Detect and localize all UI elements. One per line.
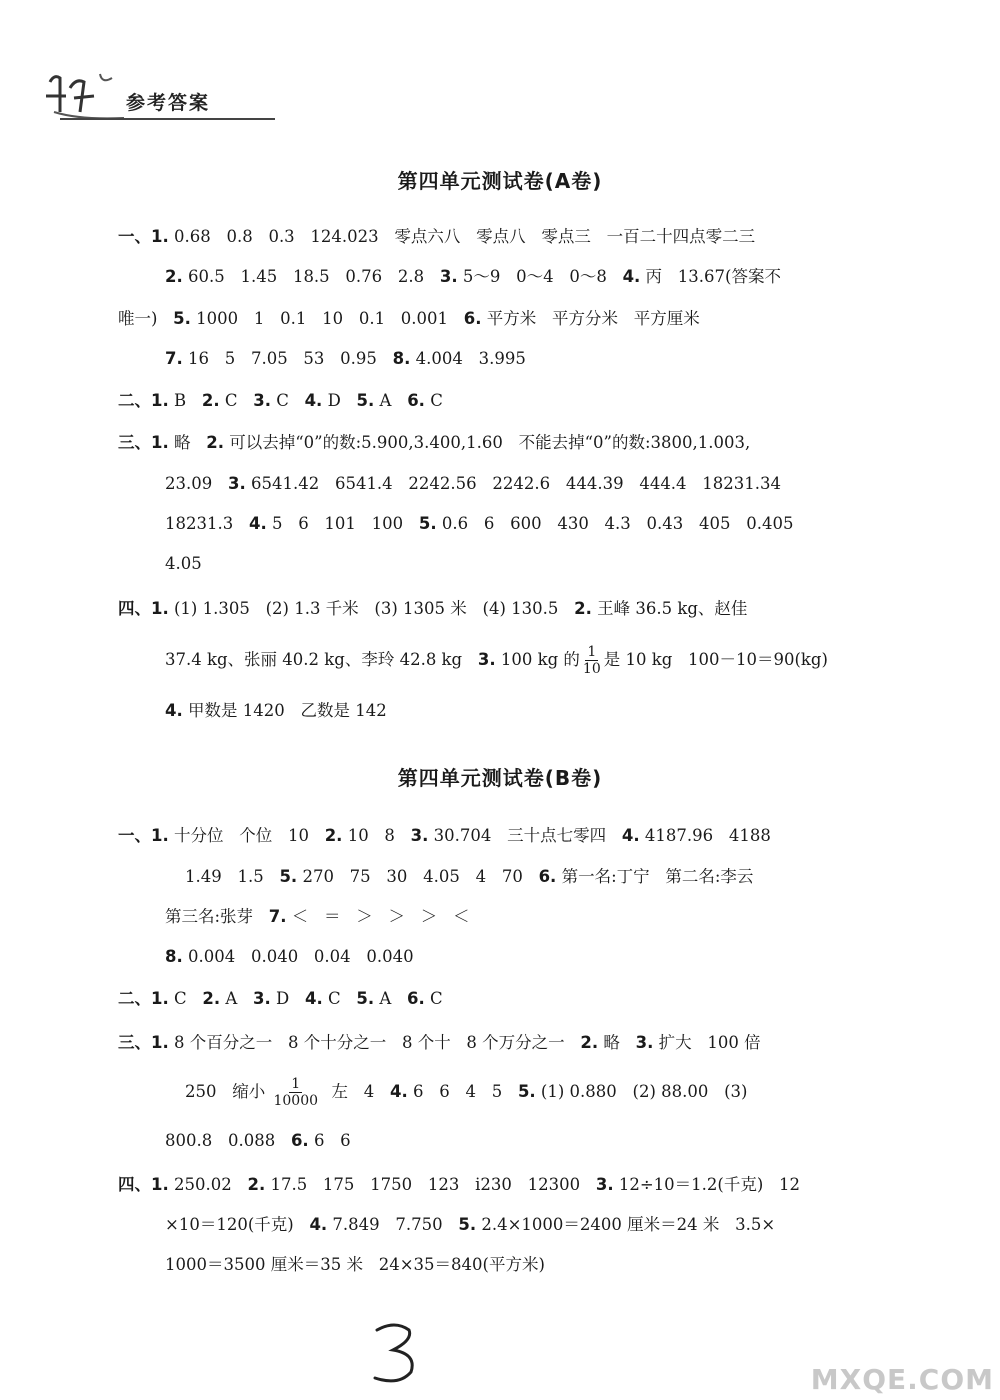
answer-text: B	[168, 391, 202, 410]
question-number: 7.	[165, 349, 183, 368]
question-number: 5.	[173, 309, 191, 328]
answer-text: 5～9 0～4 0～8	[457, 267, 623, 286]
question-number: 4.	[622, 267, 641, 286]
answer-text: 7.849 7.750	[327, 1215, 459, 1234]
question-number: 3.	[439, 267, 458, 286]
answer-line	[118, 431, 750, 455]
page-number	[365, 1318, 425, 1392]
answer-line	[165, 699, 387, 723]
answer-text: C	[270, 391, 305, 410]
answer-text: 可以去掉“0”的数:5.900,3.400,1.60 不能去掉“0”的数:3800,1.003,	[223, 433, 751, 452]
question-number: 8.	[392, 349, 411, 368]
question-number: 2.	[574, 599, 592, 618]
answer-text: 800.8 0.088	[165, 1131, 291, 1150]
question-number: 3.	[595, 1175, 614, 1194]
question-number: 2.	[324, 826, 343, 845]
answer-text: 扩大 100 倍	[653, 1033, 761, 1052]
question-number: 一、	[118, 227, 151, 246]
answer-text: 23.09	[165, 474, 228, 493]
answer-text: 略	[598, 1033, 636, 1052]
question-number: 3.	[253, 391, 271, 410]
answer-text: 6 6	[308, 1131, 351, 1150]
answer-text: C	[424, 391, 443, 410]
fraction-denominator: 10	[582, 660, 601, 677]
answer-text: D	[270, 989, 305, 1008]
question-number: 1.	[151, 826, 169, 845]
answer-text: A	[374, 989, 407, 1008]
question-number: 二、	[118, 989, 151, 1008]
answer-line	[118, 389, 443, 413]
answer-line	[118, 597, 747, 621]
answer-text: 1000 1 0.1 10 0.1 0.001	[190, 309, 464, 328]
question-number: 4.	[165, 701, 183, 720]
section-b-title: 第四单元测试卷(B卷)	[397, 766, 603, 790]
answer-text: C	[424, 989, 443, 1008]
question-number: 4.	[390, 1082, 408, 1101]
answer-text: 4.004 3.995	[410, 349, 526, 368]
answer-text: C	[322, 989, 357, 1008]
answer-text: ×10＝120(千克)	[165, 1215, 310, 1234]
question-number: 2.	[201, 391, 220, 410]
question-number: 1.	[151, 1175, 169, 1194]
answer-text: A	[374, 391, 408, 410]
answer-text: 250.02	[168, 1175, 248, 1194]
watermark-text: MXQE.COM	[810, 1363, 994, 1396]
answer-text: 左 4	[321, 1082, 390, 1101]
answer-text: 1.49 1.5	[185, 867, 280, 886]
page-header	[40, 68, 270, 128]
question-number: 1.	[151, 1033, 169, 1052]
answer-text: 60.5 1.45 18.5 0.76 2.8	[182, 267, 440, 286]
answer-text: (1) 1.305 (2) 1.3 千米 (3) 1305 米 (4) 130.5	[168, 599, 575, 618]
question-number: 6.	[407, 989, 425, 1008]
question-number: 三、	[118, 1033, 151, 1052]
answer-text: 18231.3	[165, 514, 249, 533]
answer-line	[165, 552, 202, 576]
answer-line	[165, 643, 828, 677]
fraction-numerator: 1	[587, 643, 597, 660]
answer-text: 30.704 三十点七零四	[428, 826, 622, 845]
question-number: 7.	[268, 907, 287, 926]
answer-text: 12÷10＝1.2(千克) 12	[613, 1175, 801, 1194]
question-number: 三、	[118, 433, 151, 452]
question-number: 1.	[151, 227, 169, 246]
question-number: 3.	[410, 826, 429, 845]
answer-text: 100 kg 的	[495, 650, 580, 669]
fraction	[273, 1077, 318, 1108]
answer-text: 6541.42 6541.4 2242.56 2242.6 444.39 444.4 18231.34	[245, 474, 782, 493]
question-number: 4.	[248, 514, 267, 533]
answer-text: 平方米 平方分米 平方厘米	[481, 309, 700, 328]
answer-text: 十分位 个位 10	[168, 826, 325, 845]
answer-text: 0.68 0.8 0.3 124.023 零点六八 零点八 零点三 一百二十四点零二三	[168, 227, 756, 246]
question-number: 3.	[253, 989, 271, 1008]
question-number: 8.	[165, 947, 183, 966]
question-number: 3.	[477, 650, 496, 669]
answer-line	[165, 945, 414, 969]
answer-text: 略	[168, 433, 207, 452]
answer-line	[165, 512, 793, 536]
question-number: 4.	[304, 989, 323, 1008]
answer-text: 甲数是 1420 乙数是 142	[182, 701, 387, 720]
answer-text: 270 75 30 4.05 4 70	[297, 867, 539, 886]
answer-text: 是 10 kg 100－10＝90(kg)	[603, 650, 828, 669]
question-number: 一、	[118, 826, 151, 845]
fraction	[583, 645, 601, 676]
question-number: 1.	[151, 599, 169, 618]
answer-line	[185, 1075, 748, 1109]
answer-line	[165, 472, 781, 496]
question-number: 二、	[118, 391, 151, 410]
answer-text: C	[219, 391, 254, 410]
question-number: 2.	[580, 1033, 599, 1052]
question-number: 四、	[118, 599, 151, 618]
question-number: 5.	[418, 514, 437, 533]
question-number: 1.	[151, 391, 169, 410]
question-number: 5.	[356, 989, 375, 1008]
question-number: 6.	[538, 867, 557, 886]
answer-line	[165, 347, 526, 371]
answer-line	[118, 1031, 761, 1055]
fraction-numerator: 1	[291, 1075, 301, 1092]
question-number: 3.	[635, 1033, 654, 1052]
answer-text: 0.004 0.040 0.04 0.040	[182, 947, 414, 966]
answer-line	[118, 307, 700, 331]
answer-text: D	[322, 391, 357, 410]
answer-text: 250 缩小	[185, 1082, 271, 1101]
question-number: 5.	[517, 1082, 536, 1101]
question-number: 6.	[463, 309, 482, 328]
answer-line	[165, 1213, 775, 1237]
answer-text: 8 个百分之一 8 个十分之一 8 个十 8 个万分之一	[168, 1033, 581, 1052]
question-number: 5.	[279, 867, 298, 886]
header-decoration-icon	[40, 68, 130, 124]
answer-text: 0.6 6 600 430 4.3 0.43 405 0.405	[436, 514, 794, 533]
answer-text: 1000＝3500 厘米＝35 米 24×35＝840(平方米)	[165, 1255, 545, 1274]
answer-text: ＜ ＝ ＞ ＞ ＞ ＜	[286, 907, 470, 926]
answer-text: (1) 0.880 (2) 88.00 (3)	[535, 1082, 748, 1101]
answer-text: 第一名:丁宁 第二名:李云	[556, 867, 754, 886]
answer-line	[165, 265, 781, 289]
question-number: 4.	[304, 391, 323, 410]
answer-text: 5 6 101 100	[266, 514, 419, 533]
answer-line	[165, 905, 469, 929]
question-number: 6.	[290, 1131, 309, 1150]
question-number: 四、	[118, 1175, 151, 1194]
answer-text: 4187.96 4188	[639, 826, 771, 845]
answer-text: 4.05	[165, 554, 202, 573]
fraction-denominator: 10000	[273, 1092, 319, 1109]
answer-text: 37.4 kg、张丽 40.2 kg、李玲 42.8 kg	[165, 650, 478, 669]
question-number: 2.	[206, 433, 224, 452]
answer-text: A	[220, 989, 254, 1008]
question-number: 1.	[151, 989, 169, 1008]
header-divider	[60, 118, 275, 120]
question-number: 4.	[309, 1215, 328, 1234]
answer-text: 17.5 175 1750 123 i230 12300	[265, 1175, 596, 1194]
answer-text: 第三名:张芽	[165, 907, 269, 926]
question-number: 6.	[407, 391, 425, 410]
answer-line	[118, 987, 443, 1011]
answer-line	[185, 865, 753, 889]
header-title: 参考答案	[126, 92, 211, 114]
question-number: 5.	[458, 1215, 477, 1234]
section-a-title: 第四单元测试卷(A卷)	[397, 169, 603, 193]
answer-text: 16 5 7.05 53 0.95	[182, 349, 393, 368]
answer-line	[118, 225, 755, 249]
question-number: 2.	[165, 267, 183, 286]
question-number: 3.	[227, 474, 246, 493]
question-number: 5.	[356, 391, 375, 410]
question-number: 2.	[247, 1175, 266, 1194]
answer-line	[118, 1173, 800, 1197]
answer-text: 2.4×1000＝2400 厘米＝24 米 3.5×	[476, 1215, 776, 1234]
answer-text: C	[168, 989, 203, 1008]
answer-line	[118, 824, 771, 848]
watermark	[810, 1320, 1000, 1400]
answer-text: 唯一)	[118, 309, 174, 328]
answer-text: 10 8	[342, 826, 411, 845]
answer-line	[165, 1253, 545, 1277]
answer-text: 丙 13.67(答案不	[640, 267, 781, 286]
question-number: 1.	[151, 433, 169, 452]
answer-line	[165, 1129, 351, 1153]
answer-text: 王峰 36.5 kg、赵佳	[591, 599, 748, 618]
question-number: 4.	[621, 826, 640, 845]
question-number: 2.	[202, 989, 221, 1008]
answer-text: 6 6 4 5	[407, 1082, 518, 1101]
